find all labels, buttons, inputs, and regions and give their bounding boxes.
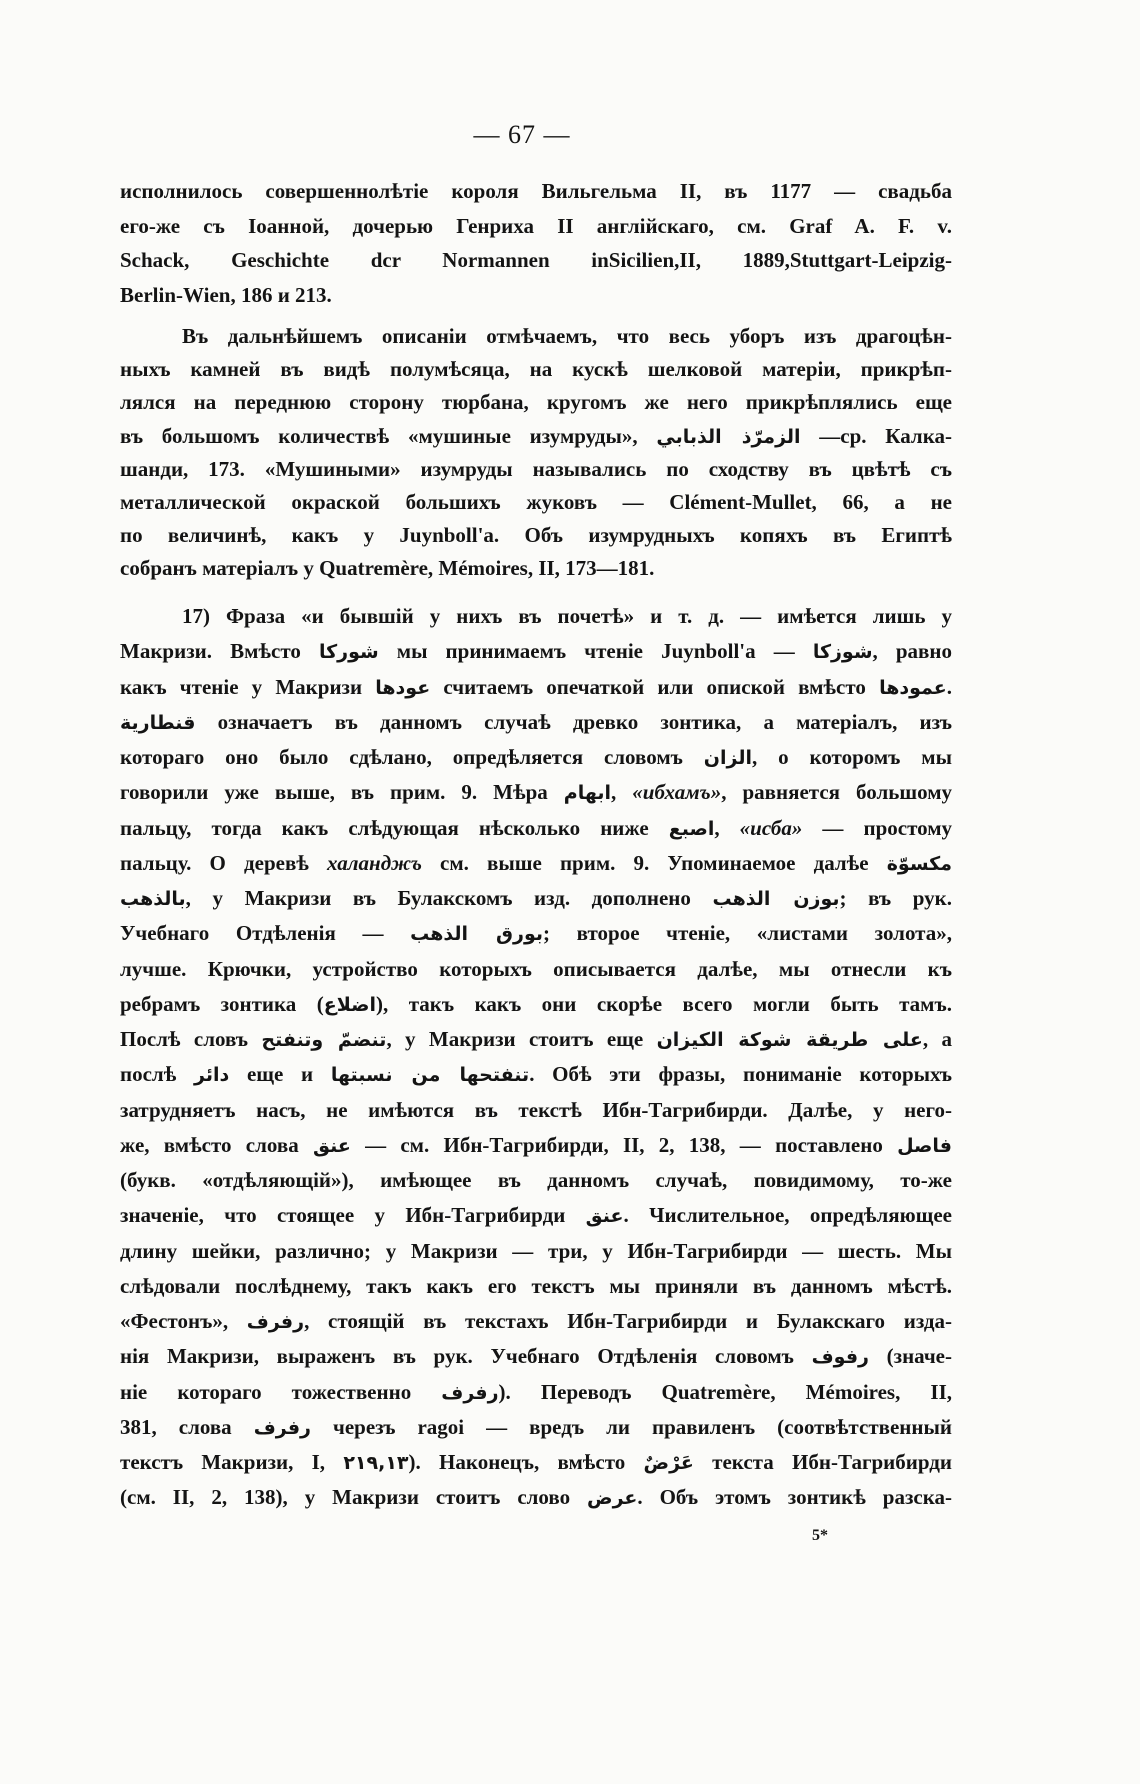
text-line	[120, 174, 952, 209]
text-run: , стоящій въ текстахъ Ибн-Тагрибирди и Булакскаго изда-	[304, 1309, 952, 1333]
text-run: пальцу, тогда какъ слѣдующая нѣсколько ниже	[120, 815, 669, 840]
text-run: послѣ	[120, 1062, 195, 1087]
text-line	[120, 1022, 952, 1057]
arabic-text: عودها	[375, 676, 431, 699]
text-run: его-же съ Іоанной, дочерью Генриха II англійскаго, см. Graf A. F. v.	[120, 213, 952, 238]
text-run: лялся на переднюю сторону тюрбана, кругомъ же него прикрѣплялись еще	[120, 390, 952, 415]
italic-text: «ибхамъ»	[632, 780, 722, 805]
arabic-text: رفرف	[246, 1311, 305, 1333]
text-run: металлической окраской большихъ жуковъ — Clément-Mullet, 66, а не	[120, 489, 952, 514]
text-run: считаемъ опечаткой или опиской вмѣсто	[430, 674, 880, 699]
text-line	[120, 1269, 952, 1304]
arabic-text: قنطارية	[120, 711, 196, 734]
arabic-text: ابهام	[563, 782, 612, 805]
text-line	[120, 670, 952, 705]
text-line	[120, 705, 952, 740]
arabic-text: الزان	[703, 747, 752, 769]
text-run: Въ дальнѣйшемъ описаніи отмѣчаемъ, что весь уборъ изъ драгоцѣн-	[182, 324, 952, 348]
text-run: ). Переводъ Quatremère, Mémoires, II,	[498, 1379, 952, 1404]
text-run: ), такъ какъ они скорѣе всего могли быть тамъ.	[376, 991, 952, 1016]
text-run: текста Ибн-Тагрибирди	[693, 1450, 952, 1474]
text-line	[120, 1339, 952, 1374]
text-run: ребрамъ зонтика (	[120, 991, 324, 1016]
text-line	[120, 987, 952, 1022]
arabic-text: تنفتحها من نسبتها	[330, 1064, 530, 1087]
text-run: ныхъ камней въ видѣ полумѣсяца, на кускѣ шелковой матеріи, прикрѣп-	[120, 357, 952, 382]
arabic-text: اضلاع	[323, 993, 377, 1016]
text-run: — простому	[802, 815, 952, 840]
text-line	[120, 740, 952, 775]
text-run: Berlin-Wien, 186 и 213.	[120, 282, 332, 307]
arabic-text: بوزن الذهب	[712, 888, 840, 910]
text-run: Учебнаго Отдѣленія —	[120, 921, 411, 946]
text-run: значеніе, что стоящее у Ибн-Тагрибирди	[120, 1203, 586, 1228]
text-run: . Обѣ эти фразы, пониманіе которыхъ	[529, 1062, 952, 1087]
arabic-text: رفوف	[811, 1346, 869, 1369]
text-run: (букв. «отдѣляющій»), имѣющее въ данномъ случаѣ, повидимому, то-же	[120, 1168, 952, 1192]
text-line	[120, 353, 952, 386]
text-line	[120, 1163, 952, 1198]
arabic-text: عنق	[585, 1205, 624, 1228]
arabic-text: اصبع	[668, 817, 715, 840]
arabic-text: رفرف	[253, 1416, 311, 1439]
text-run: 381, слова	[120, 1414, 254, 1439]
text-run: означаетъ въ данномъ случаѣ древко зонтика, а матеріалъ, изъ	[195, 709, 952, 734]
text-line	[120, 916, 952, 951]
text-run: (см. II, 2, 138), у Макризи стоитъ слово	[120, 1485, 588, 1510]
text-line	[120, 552, 952, 585]
text-run: исполнилось совершеннолѣтіе короля Вильгельма II, въ 1177 — свадьба	[120, 179, 952, 203]
arabic-text: شوركا	[318, 641, 379, 664]
arabic-text: الزمرّذ الذبابي	[656, 425, 801, 448]
arabic-text: رفرف	[441, 1381, 499, 1404]
text-run: . Объ этомъ зонтикѣ разска-	[637, 1485, 952, 1510]
text-line	[120, 1128, 952, 1163]
arabic-text: تنضمّ وتنفتح	[261, 1029, 387, 1051]
text-run: . Числительное, опредѣляющее	[623, 1203, 952, 1228]
text-run: Schack, Geschichte dcr Normannen inSicilien,II, 1889,Stuttgart-Leipzig-	[120, 248, 952, 272]
italic-text: «исба»	[739, 815, 803, 840]
text-run: затрудняетъ насъ, не имѣются въ текстѣ Ибн-Тагрибирди. Далѣе, у него-	[120, 1097, 952, 1122]
text-run: слѣдовали послѣднему, такъ какъ его текстъ мы приняли въ данномъ мѣстѣ.	[120, 1273, 952, 1298]
text-run: см. выше прим. 9. Упоминаемое далѣе	[421, 850, 887, 875]
text-line	[120, 1057, 952, 1092]
text-run: длину шейки, различно; у Макризи — три, у Ибн-Тагрибирди — шесть. Мы	[120, 1238, 952, 1263]
text-run: черезъ ragoi — вредъ ли правиленъ (соотвѣтственный	[310, 1414, 952, 1439]
text-run: , а	[922, 1027, 952, 1051]
text-run: —ср. Калка-	[800, 423, 952, 448]
text-run: .	[946, 674, 952, 699]
text-run: — см. Ибн-Тагрибирди, II, 2, 138, — поставлено	[350, 1132, 898, 1157]
arabic-text: شوزكا	[812, 641, 873, 664]
text-run: въ большомъ количествѣ «мушиные изумруды»,	[120, 423, 657, 448]
text-run: 17) Фраза «и бывшій у нихъ въ почетѣ» и т. д. — имѣется лишь у	[182, 604, 952, 628]
text-line	[120, 486, 952, 519]
text-line	[120, 952, 952, 987]
text-line	[120, 1198, 952, 1233]
text-line	[120, 519, 952, 552]
text-line	[120, 1410, 952, 1445]
text-run: , равно	[872, 639, 952, 664]
text-run: какъ чтеніе у Макризи	[120, 674, 376, 699]
text-line	[120, 420, 952, 453]
arabic-text: عَرْضٌ	[643, 1452, 694, 1474]
text-line	[120, 599, 952, 634]
text-run: Послѣ словъ	[120, 1027, 262, 1051]
text-line	[120, 634, 952, 669]
arabic-text: عرض	[587, 1487, 638, 1510]
text-line	[120, 1445, 952, 1480]
text-line	[120, 1304, 952, 1339]
text-run: ; второе чтеніе, «листами золота»,	[543, 921, 952, 946]
text-run: Макризи. Вмѣсто	[120, 639, 319, 664]
text-line	[120, 278, 952, 313]
text-run: (значе-	[868, 1344, 952, 1369]
text-run: текстъ Макризи, I,	[120, 1450, 344, 1474]
text-line	[120, 209, 952, 244]
arabic-text: ٢١٩,١٣	[343, 1452, 409, 1474]
text-run: ). Наконецъ, вмѣсто	[408, 1450, 644, 1474]
paragraph	[120, 174, 952, 312]
text-run: шанди, 173. «Мушиными» изумруды назывались по сходству въ цвѣтѣ съ	[120, 456, 952, 481]
arabic-text: على طريقة شوكة الكيزان	[656, 1029, 923, 1051]
text-run: , о которомъ мы	[751, 745, 952, 769]
text-line	[120, 846, 952, 881]
page-number: — 67 —	[473, 120, 571, 149]
text-line	[120, 1480, 952, 1515]
text-run: «Фестонъ»,	[120, 1309, 247, 1333]
text-run: еще и	[229, 1062, 331, 1087]
text-line	[120, 1375, 952, 1410]
text-run: говорили уже выше, въ прим. 9. Мѣра	[120, 780, 564, 805]
text-run: же, вмѣсто слова	[120, 1132, 313, 1157]
text-run: ,	[611, 780, 633, 805]
paragraph	[120, 599, 952, 1516]
text-run: , равняется большому	[721, 780, 952, 805]
text-run: котораго оно было сдѣлано, опредѣляется словомъ	[120, 745, 704, 769]
signature-mark: 5*	[812, 1527, 828, 1544]
text-run: пальцу. О деревѣ	[120, 850, 328, 875]
text-line	[120, 453, 952, 486]
text-line	[120, 811, 952, 846]
arabic-text: مكسوّة	[886, 852, 952, 875]
text-line	[120, 386, 952, 419]
text-line	[120, 320, 952, 353]
arabic-text: عمودها	[879, 676, 947, 699]
text-run: нія Макризи, выраженъ въ рук. Учебнаго Отдѣленія словомъ	[120, 1344, 812, 1369]
text-run: ,	[714, 815, 740, 840]
text-run: , у Макризи стоитъ еще	[386, 1027, 657, 1051]
text-line	[120, 881, 952, 916]
text-run: мы принимаемъ чтеніе Juynboll'a —	[378, 639, 813, 664]
arabic-text: بالذهب	[120, 888, 186, 910]
italic-text: халанджъ	[327, 850, 422, 875]
text-run: лучше. Крючки, устройство которыхъ описывается далѣе, мы отнесли къ	[120, 956, 952, 981]
text-run: по величинѣ, какъ у Juynboll'a. Объ изумрудныхъ копяхъ въ Египтѣ	[120, 523, 952, 548]
text-run: собранъ матеріалъ у Quatremère, Mémoires, II, 173—181.	[120, 556, 655, 581]
text-line	[120, 775, 952, 810]
text-line	[120, 243, 952, 278]
arabic-text: فاصل	[897, 1134, 952, 1157]
text-run: ; въ рук.	[839, 886, 952, 910]
text-line	[120, 1093, 952, 1128]
arabic-text: دائر	[194, 1064, 230, 1087]
arabic-text: عنق	[312, 1134, 351, 1157]
paragraph	[120, 320, 952, 586]
text-run: , у Макризи въ Булакскомъ изд. дополнено	[185, 886, 713, 910]
text-run: ніе котораго тожественно	[120, 1379, 442, 1404]
text-line	[120, 1234, 952, 1269]
arabic-text: بورق الذهب	[410, 923, 544, 946]
